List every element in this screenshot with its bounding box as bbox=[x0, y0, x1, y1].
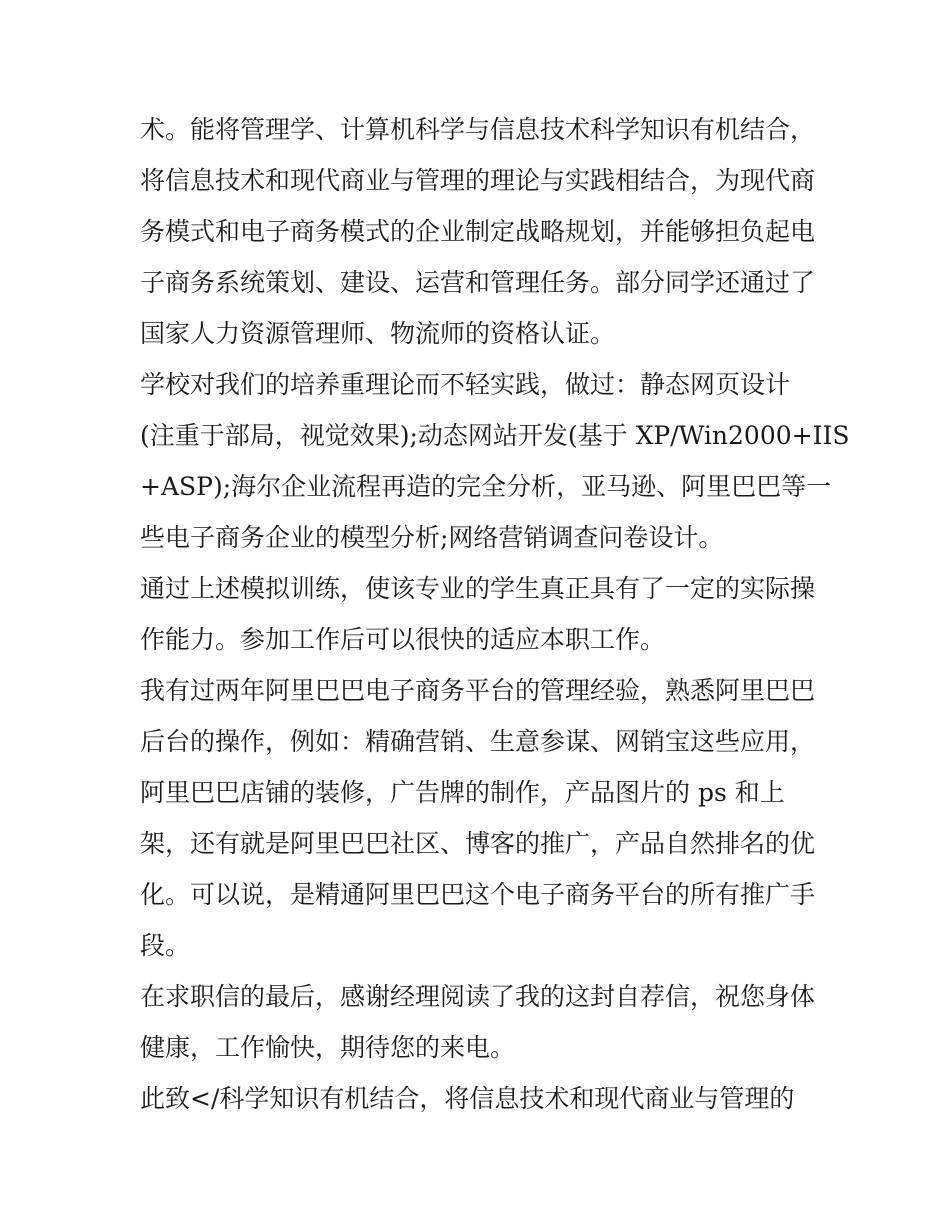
text-line: 子商务系统策划、建设、运营和管理任务。部分同学还通过了 bbox=[140, 268, 816, 297]
text-line: 后台的操作，例如：精确营销、生意参谋、网销宝这些应用， bbox=[140, 727, 816, 756]
text-line: 在求职信的最后，感谢经理阅读了我的这封自荐信，祝您身体 bbox=[140, 982, 816, 1011]
text-line: 架，还有就是阿里巴巴社区、博客的推广，产品自然排名的优 bbox=[140, 829, 816, 858]
text-line: 此致</科学知识有机结合，将信息技术和现代商业与管理的 bbox=[140, 1084, 795, 1113]
text-line: 阿里巴巴店铺的装修，广告牌的制作，产品图片的 ps 和上 bbox=[140, 778, 785, 807]
text-line: 术。能将管理学、计算机科学与信息技术科学知识有机结合， bbox=[140, 115, 816, 144]
text-line: 健康，工作愉快，期待您的来电。 bbox=[140, 1033, 516, 1062]
text-line: 段。 bbox=[140, 931, 191, 960]
body-text bbox=[140, 104, 850, 1124]
text-line: 通过上述模拟训练，使该专业的学生真正具有了一定的实际操 bbox=[140, 574, 816, 603]
text-line: 化。可以说，是精通阿里巴巴这个电子商务平台的所有推广手 bbox=[140, 880, 816, 909]
text-line: +ASP);海尔企业流程再造的完全分析，亚马逊、阿里巴巴等一 bbox=[140, 472, 832, 501]
text-line: 学校对我们的培养重理论而不轻实践，做过：静态网页设计 bbox=[140, 370, 791, 399]
text-line: 务模式和电子商务模式的企业制定战略规划，并能够担负起电 bbox=[140, 217, 816, 246]
text-line: 作能力。参加工作后可以很快的适应本职工作。 bbox=[140, 625, 666, 654]
text-line: 些电子商务企业的模型分析;网络营销调查问卷设计。 bbox=[140, 523, 724, 552]
text-line: 我有过两年阿里巴巴电子商务平台的管理经验，熟悉阿里巴巴 bbox=[140, 676, 816, 705]
text-line: 将信息技术和现代商业与管理的理论与实践相结合，为现代商 bbox=[140, 166, 816, 195]
text-line: 国家人力资源管理师、物流师的资格认证。 bbox=[140, 319, 616, 348]
text-line: (注重于部局，视觉效果);动态网站开发(基于 XP/Win2000+IIS bbox=[140, 421, 850, 450]
